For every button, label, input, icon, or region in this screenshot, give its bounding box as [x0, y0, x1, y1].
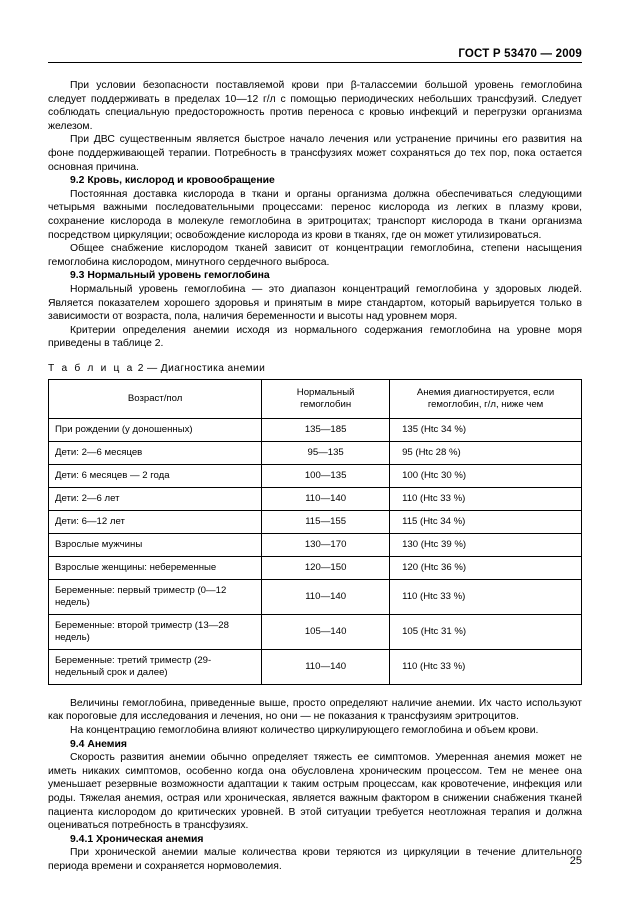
cell-anemia-threshold: 115 (Htc 34 %) — [390, 510, 582, 533]
clause-9-2-heading: 9.2 Кровь, кислород и кровообращение — [70, 175, 275, 187]
cell-normal-hemoglobin: 130—170 — [262, 533, 390, 556]
paragraph-5: Нормальный уровень гемоглобина — это диапазон концентраций гемоглобина у здоровых людей. Является показателем хорошего здоровья и принятым в мире стандартом, который варьируется только в зависимости от возраста, пола, наличия беременности и высоты над уровнем моря. — [48, 283, 582, 323]
cell-anemia-threshold: 100 (Htc 30 %) — [390, 464, 582, 487]
cell-anemia-threshold: 110 (Htc 33 %) — [390, 579, 582, 614]
cell-age-sex: При рождении (у доношенных) — [49, 418, 262, 441]
cell-anemia-threshold: 130 (Htc 39 %) — [390, 533, 582, 556]
cell-anemia-threshold: 95 (Htc 28 %) — [390, 441, 582, 464]
cell-anemia-threshold: 135 (Htc 34 %) — [390, 418, 582, 441]
standard-id: ГОСТ Р 53470 — 2009 — [458, 48, 582, 60]
cell-age-sex: Беременные: второй триместр (13—28 недель) — [49, 614, 262, 649]
cell-normal-hemoglobin: 110—140 — [262, 649, 390, 684]
page-header — [48, 0, 582, 62]
cell-normal-hemoglobin: 135—185 — [262, 418, 390, 441]
cell-age-sex: Взрослые женщины: небеременные — [49, 556, 262, 579]
paragraph-2: При ДВС существенным является быстрое начало лечения или устранение причины его развития на фоне поддерживающей терапии. Потребность в трансфузиях может сохраняться до тех пор, пока остается основная причина. — [48, 134, 582, 173]
table-row — [49, 614, 582, 649]
cell-anemia-threshold: 120 (Htc 36 %) — [390, 556, 582, 579]
table-row — [49, 418, 582, 441]
cell-age-sex: Взрослые мужчины — [49, 533, 262, 556]
table-row — [49, 464, 582, 487]
paragraph-7: Величины гемоглобина, приведенные выше, просто определяют наличие анемии. Их часто используют как пороговые для исследования и лечения, но они — не показания к трансфузиям эритроцитов. — [48, 697, 582, 723]
paragraph-9: Скорость развития анемии обычно определяет тяжесть ее симптомов. Умеренная анемия может не иметь никаких симптомов, особенно когда она обусловлена хроническим процессом. Тем не менее она уменьшает резервные возможности адаптации к таким острым процессам, как кровотечение, инфекция или роды. Тяжелая анемия, острая или хроническая, является важным фактором в снижении снабжения тканей пациента кислородом до критических уровней. В этой ситуации требуется неотложная терапия и должна оцениваться потребность в трансфузиях. — [48, 752, 582, 832]
cell-anemia-threshold: 105 (Htc 31 %) — [390, 614, 582, 649]
table-header-row — [49, 379, 582, 418]
column-header-normal-hemoglobin-line1: Нормальный — [296, 386, 355, 398]
column-header-anemia-threshold-line1: Анемия диагностируется, если — [416, 386, 555, 398]
clause-9-4-1-heading: 9.4.1 Хроническая анемия — [70, 833, 204, 845]
column-header-anemia-threshold — [390, 379, 582, 418]
cell-normal-hemoglobin: 110—140 — [262, 487, 390, 510]
table-row — [49, 441, 582, 464]
cell-age-sex: Дети: 6—12 лет — [49, 510, 262, 533]
table-caption-prefix: Т а б л и ц а — [48, 362, 135, 374]
cell-age-sex: Дети: 2—6 месяцев — [49, 441, 262, 464]
column-header-normal-hemoglobin — [262, 379, 390, 418]
cell-age-sex: Беременные: первый триместр (0—12 недель) — [49, 579, 262, 614]
paragraph-4: Общее снабжение кислородом тканей зависит от концентрации гемоглобина, степени насыщения гемоглобина кислородом, минутного сердечного выброса. — [48, 243, 582, 268]
paragraph-6: Критерии определения анемии исходя из нормального содержания гемоглобина на уровне моря приведены в таблице 2. — [48, 324, 582, 350]
cell-normal-hemoglobin: 110—140 — [262, 579, 390, 614]
clause-9-4-heading: 9.4 Анемия — [70, 738, 127, 750]
cell-age-sex: Дети: 2—6 лет — [49, 487, 262, 510]
table-row — [49, 649, 582, 684]
table-row — [49, 487, 582, 510]
clause-9-3-heading: 9.3 Нормальный уровень гемоглобина — [70, 270, 270, 282]
paragraph-10: При хронической анемии малые количества крови теряются из циркуляции в течение длительного периода времени и сохраняется нормоволемия. — [48, 847, 582, 872]
table-row — [49, 556, 582, 579]
anemia-diagnosis-table — [48, 379, 582, 685]
cell-anemia-threshold: 110 (Htc 33 %) — [390, 649, 582, 684]
table-caption — [48, 363, 582, 374]
paragraph-1: При условии безопасности поставляемой крови при β-талассемии большой уровень гемоглобина следует поддерживать в пределах 10—12 г/л с помощью периодических небольших трансфузий. Следует соблюдать специальную предосторожность против переноса с кровью инфекций и перегрузки организма железом. — [48, 80, 582, 132]
table-caption-rest: 2 — Диагностика анемии — [137, 362, 266, 374]
paragraph-8: На концентрацию гемоглобина влияют количество циркулирующего гемоглобина и объем крови. — [70, 725, 539, 737]
header-rule — [48, 62, 582, 63]
cell-normal-hemoglobin: 105—140 — [262, 614, 390, 649]
table-row — [49, 510, 582, 533]
cell-normal-hemoglobin: 95—135 — [262, 441, 390, 464]
cell-anemia-threshold: 110 (Htc 33 %) — [390, 487, 582, 510]
table-row — [49, 579, 582, 614]
column-header-anemia-threshold-line2: гемоглобин, г/л, ниже чем — [427, 398, 544, 410]
table-row — [49, 533, 582, 556]
cell-normal-hemoglobin: 115—155 — [262, 510, 390, 533]
cell-normal-hemoglobin: 100—135 — [262, 464, 390, 487]
column-header-age-sex: Возраст/пол — [49, 379, 262, 418]
cell-age-sex: Беременные: третий триместр (29-недельный срок и далее) — [49, 649, 262, 684]
column-header-normal-hemoglobin-line2: гемоглобин — [300, 398, 352, 410]
page-number: 25 — [569, 855, 582, 867]
cell-age-sex: Дети: 6 месяцев — 2 года — [49, 464, 262, 487]
cell-normal-hemoglobin: 120—150 — [262, 556, 390, 579]
paragraph-3: Постоянная доставка кислорода в ткани и органы организма должна обеспечиваться следующими четырьмя важными последовательными процессами: перенос кислорода из легких в плазму крови, сохранение кислорода в молекуле гемоглобина в эритроцитах; транспорт кислорода в ткани организма посредством циркуляции; освобождение кислорода из крови в тканях, где он может утилизироваться. — [48, 188, 582, 241]
